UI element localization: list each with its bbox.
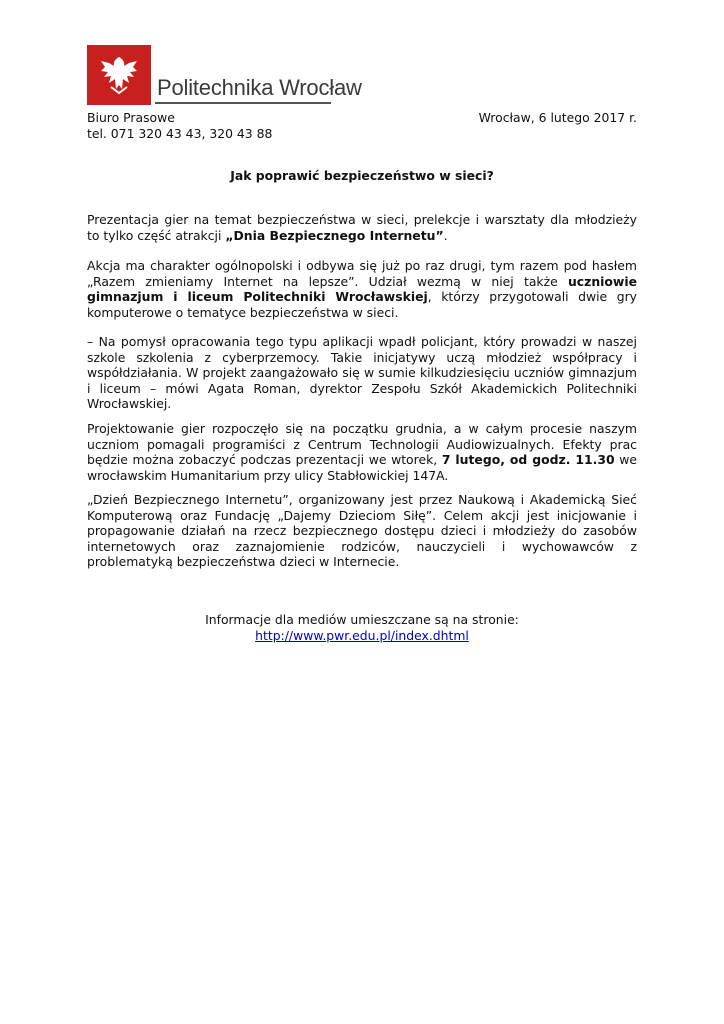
media-info-footer <box>87 612 637 644</box>
logo-wordmark: Politechnika Wrocław <box>157 75 362 100</box>
press-office-contact <box>87 110 272 142</box>
date-time-bold: 7 lutego, od godz. 11.30 <box>441 452 615 468</box>
paragraph-text: Prezentacja gier na temat bezpieczeństwa w sieci, prelekcje i warsztaty dla młodzieży to tylko część atrakcji <box>87 212 637 243</box>
document-date: Wrocław, 6 lutego 2017 r. <box>478 110 637 125</box>
paragraph-organizers: „Dzień Bezpiecznego Internetu”, organizowany jest przez Naukową i Akademicką Sieć Komputerową oraz Fundację „Dajemy Dzieciom Siłę”. Celem akcji jest inicjowanie i propagowanie działań na rzecz bezpiecznego dostępu dzieci i młodzieży do zasobów internetowych oraz zaznajomienie rodziców, nauczycieli i wychowawców z problematyką bezpieczeństwa dzieci w Internecie. <box>87 492 637 570</box>
paragraph-text: we wrocławskim Humanitarium przy ulicy Stabłowickiej 147A. <box>87 452 638 483</box>
students-bold: uczniowie gimnazjum i liceum Politechniki Wrocławskiej <box>87 273 637 305</box>
paragraph-text: , którzy przygotowali dwie gry komputerowe o tematyce bezpieczeństwa w sieci. <box>87 289 637 320</box>
paragraph-intro <box>87 212 637 243</box>
media-info-text: Informacje dla mediów umieszczane są na stronie: <box>205 612 519 627</box>
paragraph-text: Akcja ma charakter ogólnopolski i odbywa się już po raz drugi, tym razem pod hasłem „Razem zmieniamy Internet na lepsze”. Udział wezmą w niej także <box>87 258 637 289</box>
paragraph-schedule <box>87 421 637 483</box>
document-title: Jak poprawić bezpieczeństwo w sieci? <box>230 168 494 183</box>
event-name-bold: „Dnia Bezpiecznego Internetu” <box>225 227 444 243</box>
press-office-label: Biuro Prasowe <box>87 110 175 125</box>
paragraph-text: Projektowanie gier rozpoczęło się na początku grudnia, a w całym procesie naszym uczniom pomagali programiści z Centrum Technologii Audiowizualnych. Efekty prac będzie można zobaczyć podczas prezentacji we wtorek, <box>87 421 637 468</box>
eagle-emblem-icon <box>87 45 151 105</box>
logo-underline <box>155 102 331 104</box>
phone-numbers: tel. 071 320 43 43, 320 43 88 <box>87 126 273 141</box>
paragraph-campaign <box>87 258 637 320</box>
website-link[interactable]: http://www.pwr.edu.pl/index.dhtml <box>255 628 469 643</box>
paragraph-text: . <box>443 227 448 243</box>
university-logo <box>87 45 362 105</box>
paragraph-quote: – Na pomysł opracowania tego typu aplikacji wpadł policjant, który prowadzi w naszej szkole szkolenia z cyberprzemocy. Takie inicjatywy uczą młodzież współpracy i współdziałania. W projekt zaangażowało się w sumie kilkudziesięciu uczniów gimnazjum i liceum – mówi Agata Roman, dyrektor Zespołu Szkół Akademickich Politechniki Wrocławskiej. <box>87 334 637 412</box>
